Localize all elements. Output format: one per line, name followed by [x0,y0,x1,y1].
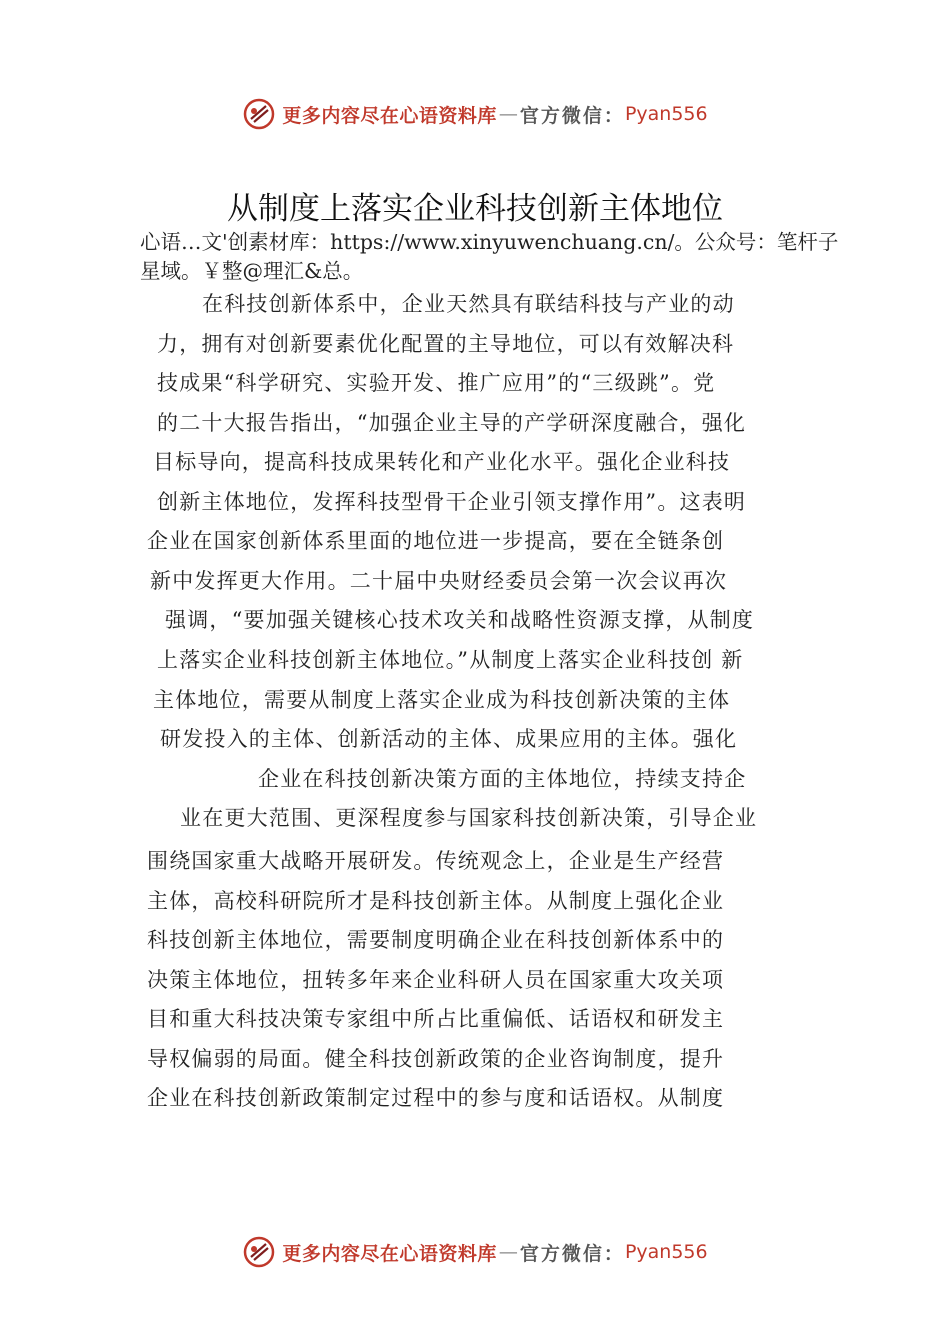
body-line: 主体，高校科研院所才是科技创新主体。从制度上强化企业 [147,889,725,913]
body-line: 在科技创新体系中，企业天然具有联结科技与产业的动 [202,292,735,316]
body-line: 的二十大报告指出，“加强企业主导的产学研深度融合，强化 [157,411,747,435]
banner-wechat-id: Pyan556 [624,1241,708,1263]
body-line: 目和重大科技决策专家组中所占比重偏低、话语权和研发主 [147,1007,725,1031]
body-line: 决策主体地位，扭转多年来企业科研人员在国家重大攻关项 [147,968,725,992]
body-line: 围绕国家重大战略开展研发。传统观念上，企业是生产经营 [147,849,725,873]
body-line: 科技创新主体地位，需要制度明确企业在科技创新体系中的 [147,928,725,952]
logo-icon [242,97,276,131]
logo-icon [242,1235,276,1269]
body-line: 研发投入的主体、创新活动的主体、成果应用的主体。强化 [160,727,738,751]
banner-text: 更多内容尽在心语资料库 [282,104,497,127]
body-line: 创新主体地位，发挥科技型骨干企业引领支撑作用”。这表明 [157,490,747,514]
banner-wechat-label: 官方微信： [519,104,625,127]
banner-wechat-label: 官方微信： [519,1242,625,1265]
banner-dash: — [498,103,518,125]
header-banner [0,96,950,132]
body-line: 主体地位，需要从制度上落实企业成为科技创新决策的主体 [153,688,731,712]
body-line: 上落实企业科技创新主体地位。”从制度上落实企业科技创 新 [157,648,744,672]
body-line: 力，拥有对创新要素优化配置的主导地位，可以有效解决科 [157,332,735,356]
footer-banner [0,1234,950,1270]
body-line: 导权偏弱的局面。健全科技创新政策的企业咨询制度，提升 [147,1047,725,1071]
body-line: 技成果“科学研究、实验开发、推广应用”的“三级跳”。党 [157,371,716,395]
document-title: 从制度上落实企业科技创新主体地位 [227,191,723,227]
body-line: 企业在科技创新政策制定过程中的参与度和话语权。从制度 [147,1086,725,1110]
body-line: 企业在国家创新体系里面的地位进一步提高，要在全链条创 [147,529,725,553]
source-line: 心语…文'创素材库：https://www.xinyuwenchuang.cn/。公众号：笔杆子星域。￥整@理汇&总。 [140,230,839,283]
banner-dash: — [498,1241,518,1263]
body-line: 新中发挥更大作用。二十届中央财经委员会第一次会议再次 [150,569,728,593]
body-line: 业在更大范围、更深程度参与国家科技创新决策，引导企业 [180,806,758,830]
banner-wechat-id: Pyan556 [624,103,708,125]
body-line: 企业在科技创新决策方面的主体地位，持续支持企 [258,767,747,791]
body-line: 目标导向，提高科技成果转化和产业化水平。强化企业科技 [153,450,731,474]
banner-text: 更多内容尽在心语资料库 [282,1242,497,1265]
body-line: 强调，“要加强关键核心技术攻关和战略性资源支撑，从制度 [165,608,755,632]
